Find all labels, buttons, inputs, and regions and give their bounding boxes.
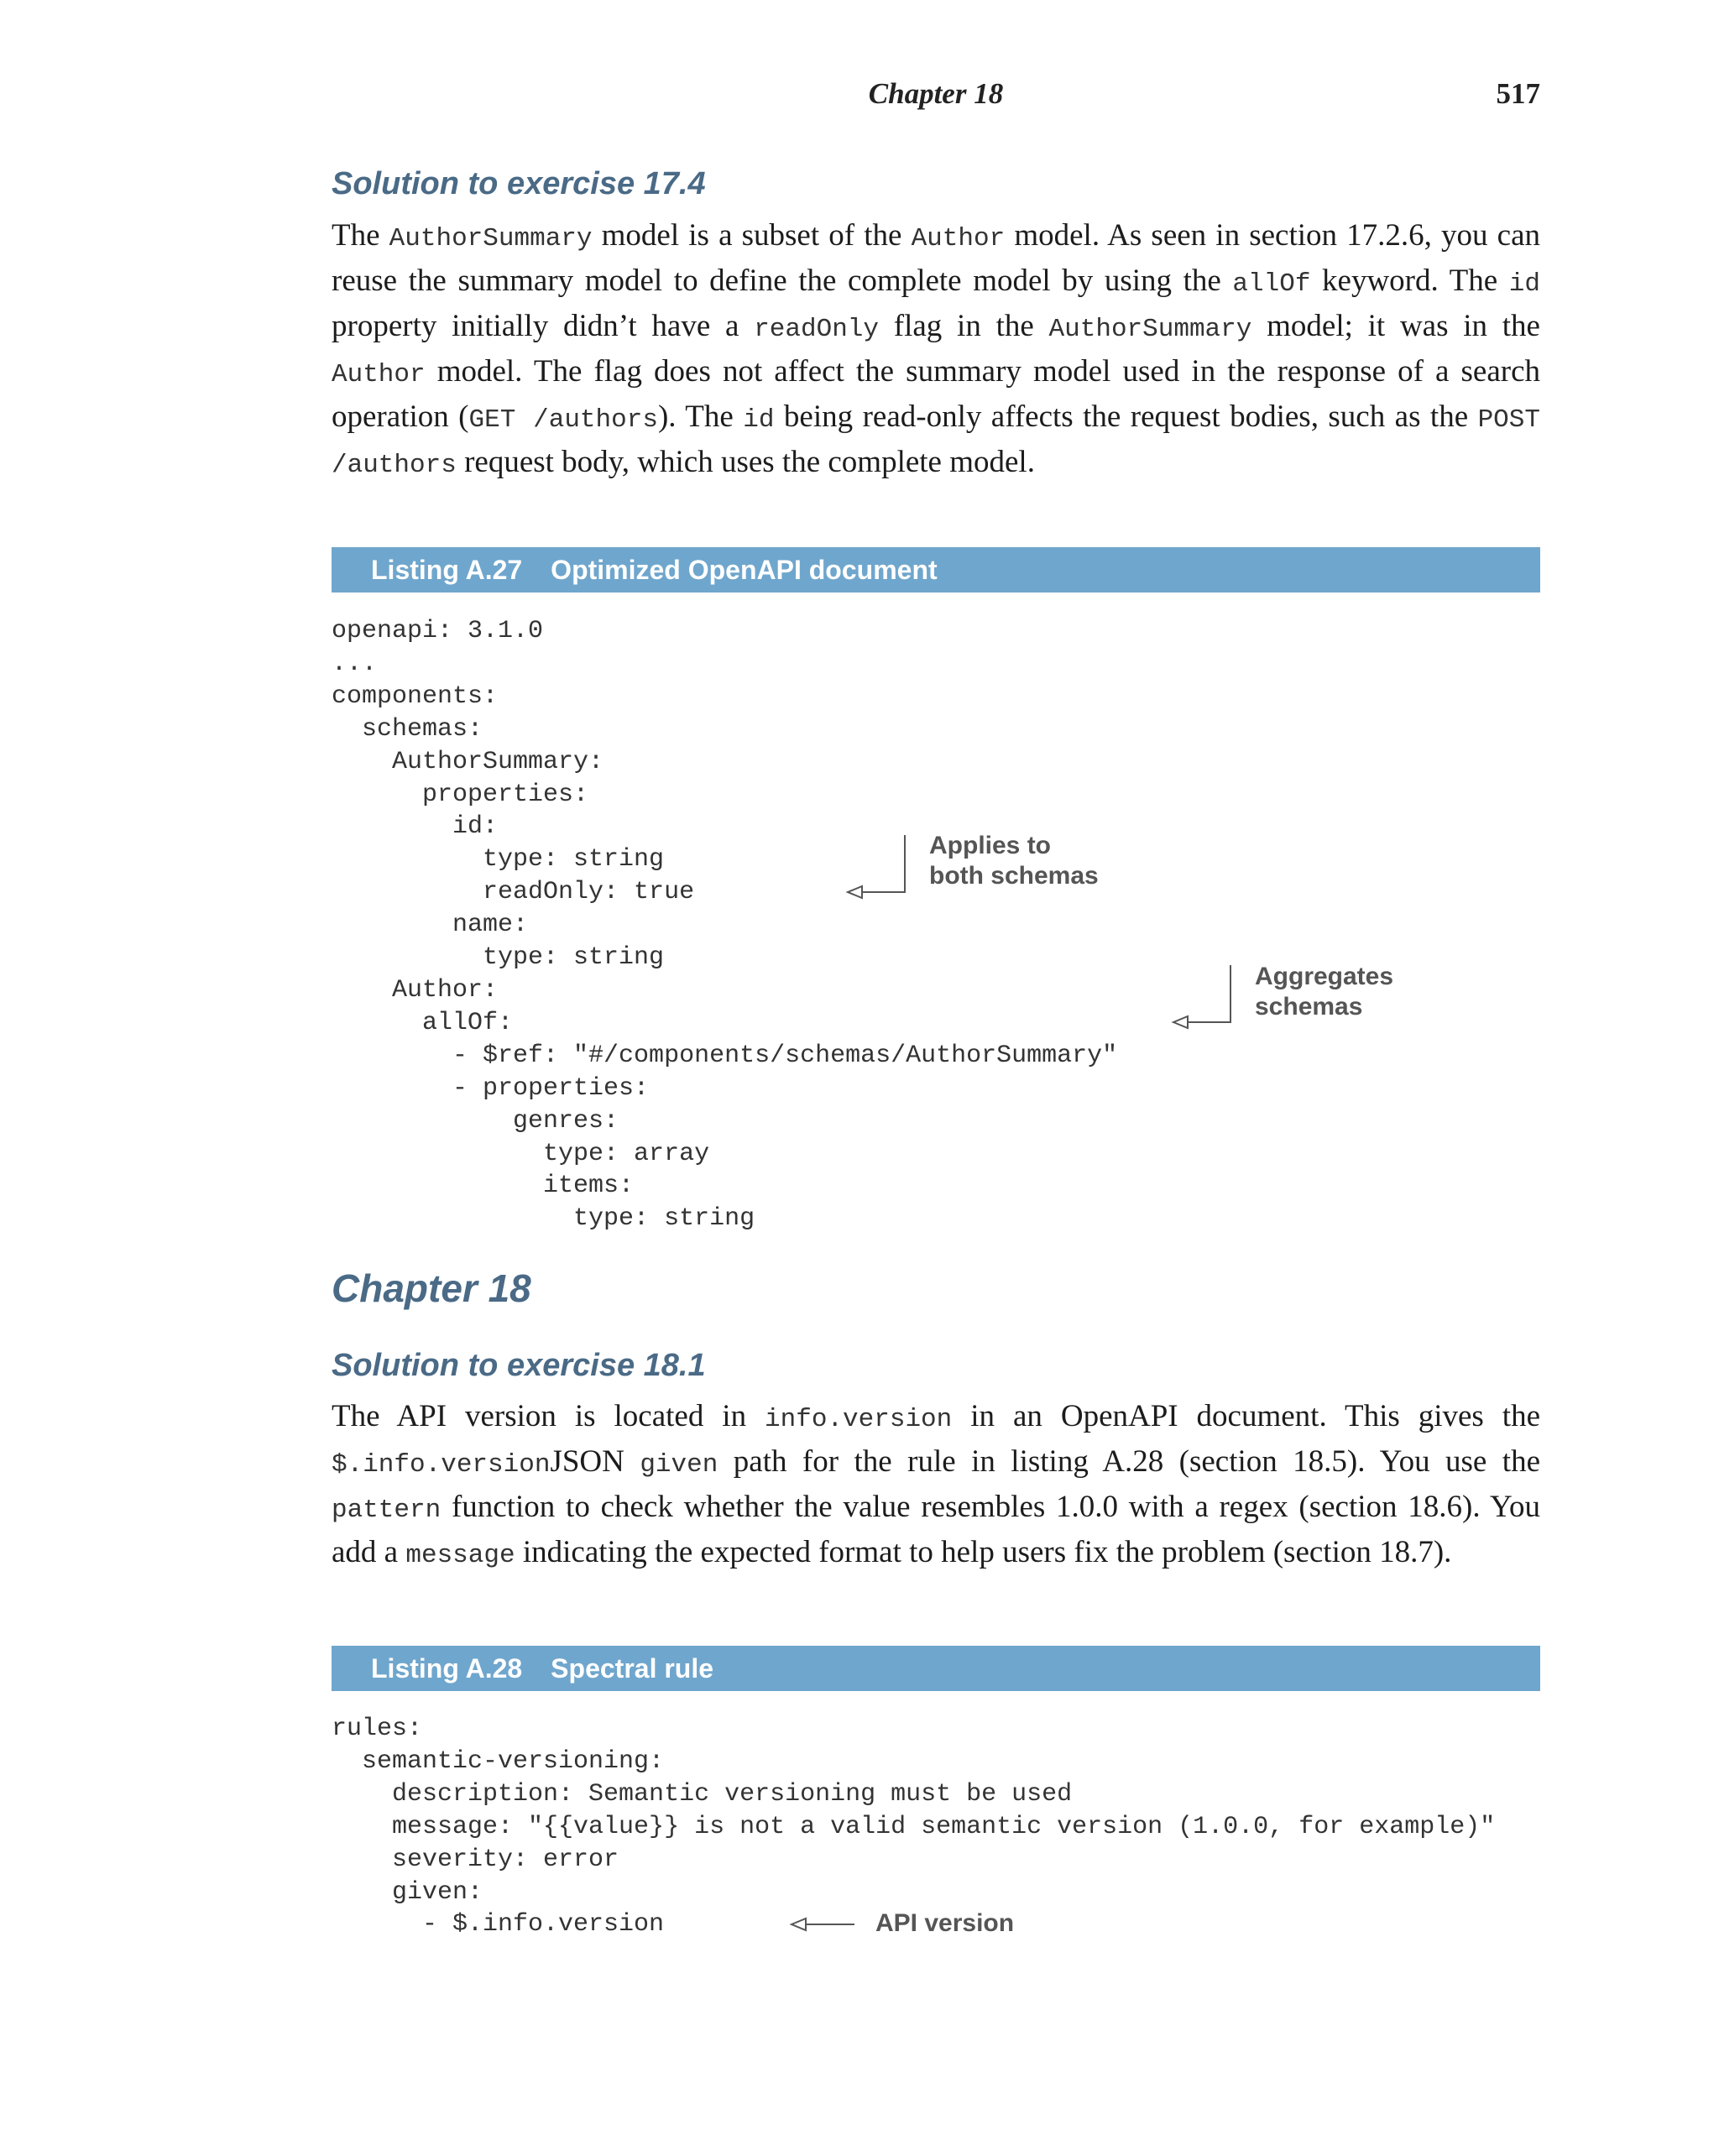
text-run: keyword. The bbox=[1310, 264, 1509, 298]
inline-code: $.info.version bbox=[332, 1450, 551, 1480]
listing-a27-title: Optimized OpenAPI document bbox=[551, 555, 938, 585]
annotation-api-version: API version bbox=[875, 1909, 1015, 1937]
listing-a27-number: Listing A.27 bbox=[371, 555, 523, 585]
inline-code: message bbox=[405, 1541, 515, 1570]
annotation-arrow-api-version bbox=[789, 1916, 856, 1933]
text-run: function to check whether the value resembles 1.0.0 with a regex (section 18.6). You add a bbox=[332, 1490, 1540, 1569]
text-run: JSON bbox=[550, 1444, 640, 1479]
listing-a28-number: Listing A.28 bbox=[371, 1653, 523, 1684]
exercise-18-1-heading: Solution to exercise 18.1 bbox=[332, 1348, 706, 1383]
inline-code: info.version bbox=[765, 1405, 953, 1434]
text-run: The API version is located in bbox=[332, 1399, 765, 1433]
inline-code: Author bbox=[911, 224, 1006, 253]
text-run: The bbox=[332, 218, 389, 253]
annotation-applies-to-both-schemas: Applies to both schemas bbox=[929, 832, 1099, 890]
text-run: model. As seen in section 17.2.6, you can reuse the summary model to define the complete model by using the bbox=[332, 218, 1541, 298]
text-run: path for the rule in listing A.28 (section 18.5). You use the bbox=[718, 1444, 1540, 1479]
annotation-arrow-aggregates bbox=[1169, 961, 1245, 1028]
text-run: indicating the expected format to help users fix the problem (section 18.7). bbox=[515, 1535, 1452, 1569]
text-run: request body, which uses the complete model. bbox=[456, 445, 1035, 479]
text-run: property initially didn’t have a bbox=[332, 309, 755, 343]
exercise-18-1-paragraph bbox=[332, 1396, 1540, 1577]
running-head bbox=[332, 77, 1540, 119]
text-run: ). The bbox=[657, 399, 744, 434]
listing-a28-caption bbox=[332, 1646, 1540, 1691]
page-number: 517 bbox=[1496, 77, 1540, 110]
text-run: being read-only affects the request bodies, such as the bbox=[774, 399, 1478, 434]
inline-code: POST /authors bbox=[332, 405, 1540, 480]
annotation-aggregates-schemas: Aggregates schemas bbox=[1255, 963, 1394, 1021]
inline-code: given bbox=[640, 1450, 718, 1480]
chapter-18-heading: Chapter 18 bbox=[332, 1266, 531, 1310]
inline-code: AuthorSummary bbox=[389, 224, 593, 253]
exercise-17-4-heading: Solution to exercise 17.4 bbox=[332, 166, 706, 201]
text-run: in an OpenAPI document. This gives the bbox=[952, 1399, 1540, 1433]
inline-code: readOnly bbox=[754, 315, 880, 344]
listing-a27-code: openapi: 3.1.0 ... components: schemas: AuthorSummary: properties: id: type: string readOnly: true name: type: string Author: allOf: - $ref: "#/components/schemas/AuthorSummary" - properties: genres: type: array items: type: string bbox=[332, 617, 1118, 1234]
running-head-chapter: Chapter 18 bbox=[868, 77, 1004, 110]
inline-code: Author bbox=[332, 360, 426, 389]
inline-code: AuthorSummary bbox=[1048, 315, 1252, 344]
listing-a27-caption bbox=[332, 547, 1540, 593]
text-run: model is a subset of the bbox=[592, 218, 912, 253]
listing-a28-title: Spectral rule bbox=[551, 1653, 714, 1684]
annotation-arrow-applies bbox=[844, 831, 919, 898]
exercise-17-4-paragraph bbox=[332, 215, 1540, 487]
inline-code: allOf bbox=[1232, 269, 1311, 299]
inline-code: id bbox=[743, 405, 775, 435]
inline-code: id bbox=[1508, 269, 1540, 299]
inline-code: pattern bbox=[332, 1496, 442, 1525]
listing-a28-code: rules: semantic-versioning: description: Semantic versioning must be used message: "{{value}} is not a valid semantic version (1.0.0, for example)" severity: error given: - $.info.version bbox=[332, 1715, 1496, 1939]
text-run: model. The flag does not affect the summary model used in the response of a search operation ( bbox=[332, 354, 1540, 434]
text-run: flag in the bbox=[879, 309, 1049, 343]
text-run: model; it was in the bbox=[1251, 309, 1540, 343]
inline-code: GET /authors bbox=[468, 405, 658, 435]
